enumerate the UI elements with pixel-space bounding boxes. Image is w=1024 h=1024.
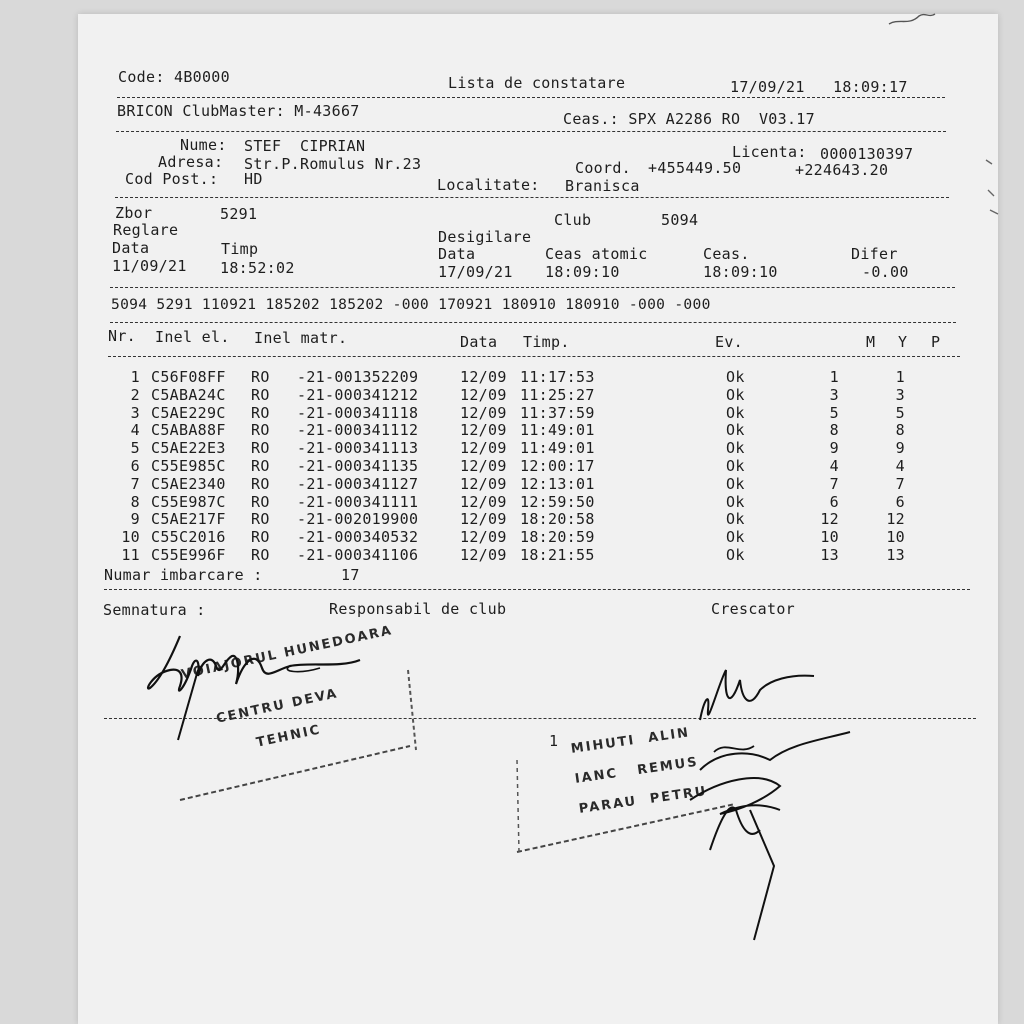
cell-country: RO — [251, 546, 270, 564]
cell-matr: -21-000340532 — [297, 528, 419, 547]
owner-name: STEF CIPRIAN — [244, 137, 366, 155]
cell-y: 9 — [895, 439, 905, 458]
cell-m: 13 — [820, 546, 839, 564]
divider — [110, 287, 955, 288]
cell-time: 12:59:50 — [520, 492, 595, 511]
cell-ev: Ok — [726, 510, 745, 529]
cell-el: C5AE2340 — [151, 474, 226, 493]
document-title: Lista de constatare — [448, 74, 626, 92]
cell-matr: -21-001352209 — [297, 368, 419, 386]
cell-matr: -21-000341111 — [297, 492, 419, 511]
cell-time: 12:00:17 — [520, 457, 595, 475]
cell-date: 12/09 — [460, 546, 507, 564]
cell-ev: Ok — [726, 439, 745, 458]
col-p: P — [931, 333, 941, 351]
table-row — [0, 404, 1024, 422]
semnatura-label: Semnatura : — [103, 601, 206, 619]
col-inel-matr: Inel matr. — [254, 329, 348, 347]
cell-country: RO — [251, 492, 270, 511]
cell-matr: -21-000341212 — [297, 385, 419, 404]
cell-date: 12/09 — [460, 474, 507, 493]
difer-value: -0.00 — [862, 263, 909, 281]
cell-ev: Ok — [726, 368, 745, 386]
pen-mark — [885, 8, 945, 38]
cell-m: 12 — [820, 510, 839, 529]
cell-matr: -21-002019900 — [297, 510, 419, 529]
col-m: M — [866, 333, 876, 351]
table-row — [0, 368, 1024, 386]
difer-label: Difer — [851, 245, 898, 263]
cell-nr: 2 — [130, 385, 140, 404]
table-row — [0, 386, 1024, 404]
cell-m: 7 — [829, 474, 839, 493]
cell-ev: Ok — [726, 528, 745, 547]
cell-nr: 6 — [130, 457, 140, 475]
cell-country: RO — [251, 439, 270, 458]
stamp-left-line3: TEHNIC — [255, 722, 323, 751]
cell-country: RO — [251, 457, 270, 475]
col-timp: Timp. — [523, 333, 570, 351]
cell-el: C5ABA24C — [151, 385, 226, 404]
cell-nr: 9 — [130, 510, 140, 529]
cell-date: 12/09 — [460, 368, 507, 386]
divider — [104, 589, 970, 590]
reglare-data-label: Data — [112, 239, 150, 257]
cell-y: 4 — [895, 457, 905, 475]
cell-m: 8 — [829, 421, 839, 440]
address-label: Adresa: — [158, 153, 224, 171]
divider — [110, 322, 956, 323]
cell-nr: 5 — [130, 439, 140, 458]
summary-code-line: 5094 5291 110921 185202 185202 -000 170921 180910 180910 -000 -000 — [111, 296, 711, 313]
cell-time: 11:37:59 — [520, 403, 595, 422]
cell-y: 5 — [895, 403, 905, 422]
coord-longitude: +224643.20 — [795, 161, 889, 179]
cell-date: 12/09 — [460, 385, 507, 404]
cell-y: 1 — [895, 368, 905, 386]
responsabil-label: Responsabil de club — [329, 600, 507, 618]
col-nr: Nr. — [108, 327, 136, 345]
cell-m: 10 — [820, 528, 839, 547]
table-row — [0, 493, 1024, 511]
cell-time: 11:49:01 — [520, 439, 595, 458]
owner-address: Str.P.Romulus Nr.23 — [244, 155, 422, 173]
cell-nr: 8 — [130, 492, 140, 511]
coord-label: Coord. — [575, 159, 631, 177]
coord-latitude: +455449.50 — [648, 159, 742, 177]
cell-date: 12/09 — [460, 510, 507, 529]
cell-el: C55E985C — [151, 457, 226, 475]
license-number: 0000130397 — [820, 145, 914, 163]
cell-m: 6 — [829, 492, 839, 511]
cell-matr: -21-000341135 — [297, 457, 419, 475]
reglare-label: Reglare — [113, 221, 179, 239]
reglare-time: 18:52:02 — [220, 259, 295, 277]
stamp-right-line1: MIHUTI ALIN — [570, 725, 691, 757]
owner-postal: HD — [244, 170, 263, 188]
cell-date: 12/09 — [460, 403, 507, 422]
cell-country: RO — [251, 474, 270, 493]
desigilare-label: Desigilare — [438, 228, 532, 246]
ceas-atomic-value: 18:09:10 — [545, 263, 620, 281]
cell-nr: 1 — [130, 368, 140, 386]
cell-time: 18:20:59 — [520, 528, 595, 547]
divider — [108, 356, 960, 357]
cell-m: 4 — [829, 457, 839, 475]
cell-time: 18:21:55 — [520, 546, 595, 564]
cell-time: 11:49:01 — [520, 421, 595, 440]
locality-label: Localitate: — [437, 176, 540, 194]
stamp-left-line1: VOIAJORUL HUNEDOARA — [180, 623, 395, 683]
cell-el: C55E987C — [151, 492, 226, 511]
cell-country: RO — [251, 510, 270, 529]
table-row — [0, 439, 1024, 457]
cell-date: 12/09 — [460, 439, 507, 458]
signature-responsabil — [140, 630, 380, 750]
divider — [117, 97, 945, 98]
cell-country: RO — [251, 421, 270, 440]
reglare-date: 11/09/21 — [112, 257, 187, 275]
cell-el: C5AE229C — [151, 403, 226, 422]
cell-y: 8 — [895, 421, 905, 440]
cell-el: C55C2016 — [151, 528, 226, 547]
club-label: Club — [554, 211, 592, 229]
table-row — [0, 510, 1024, 528]
cell-matr: -21-000341112 — [297, 421, 419, 440]
cell-y: 10 — [886, 528, 905, 547]
header-date: 17/09/21 — [730, 78, 805, 96]
divider — [116, 131, 946, 132]
cell-el: C5ABA88F — [151, 421, 226, 440]
stamp-left-line2: CENTRU DEVA — [215, 686, 340, 727]
club-value: 5094 — [661, 211, 699, 229]
cell-nr: 11 — [121, 546, 140, 564]
embarkation-value: 17 — [341, 566, 360, 584]
stamp-right-line2: IANC REMUS — [574, 754, 700, 787]
cell-el: C5AE22E3 — [151, 439, 226, 458]
stamp-right-line3: PARAU PETRU — [578, 783, 709, 817]
table-row — [0, 475, 1024, 493]
header-time: 18:09:17 — [833, 78, 908, 96]
clubmaster-id: BRICON ClubMaster: M-43667 — [117, 102, 360, 120]
cell-time: 12:13:01 — [520, 474, 595, 493]
table-row — [0, 546, 1024, 564]
col-data: Data — [460, 333, 498, 351]
cell-matr: -21-000341127 — [297, 474, 419, 493]
cell-m: 5 — [829, 403, 839, 422]
col-y: Y — [898, 333, 908, 351]
document-code: Code: 4B0000 — [118, 68, 230, 86]
cell-country: RO — [251, 403, 270, 422]
ceas-atomic-label: Ceas atomic — [545, 245, 648, 263]
clock-id: Ceas.: SPX A2286 RO V03.17 — [563, 110, 815, 128]
cell-date: 12/09 — [460, 492, 507, 511]
cell-ev: Ok — [726, 546, 745, 564]
cell-m: 9 — [829, 439, 839, 458]
name-label: Nume: — [180, 136, 227, 154]
cell-el: C55E996F — [151, 546, 226, 564]
cell-time: 18:20:58 — [520, 510, 595, 529]
cell-nr: 7 — [130, 474, 140, 493]
table-row — [0, 528, 1024, 546]
cell-matr: -21-000341113 — [297, 439, 419, 458]
cell-y: 3 — [895, 385, 905, 404]
cell-el: C56F08FF — [151, 368, 226, 386]
cell-y: 7 — [895, 474, 905, 493]
postal-label: Cod Post.: — [125, 170, 219, 188]
cell-ev: Ok — [726, 457, 745, 475]
cell-country: RO — [251, 385, 270, 404]
desigilare-date: 17/09/21 — [438, 263, 513, 281]
desigilare-data-label: Data — [438, 245, 476, 263]
cell-matr: -21-000341118 — [297, 403, 419, 422]
cell-nr: 10 — [121, 528, 140, 547]
reglare-timp-label: Timp — [221, 240, 259, 258]
zbor-value: 5291 — [220, 205, 258, 223]
cell-country: RO — [251, 368, 270, 386]
pen-mark — [980, 150, 1010, 230]
stamp-right-number: 1 — [549, 732, 559, 750]
cell-date: 12/09 — [460, 528, 507, 547]
cell-y: 13 — [886, 546, 905, 564]
cell-ev: Ok — [726, 474, 745, 493]
cell-y: 12 — [886, 510, 905, 529]
col-ev: Ev. — [715, 333, 743, 351]
cell-el: C5AE217F — [151, 510, 226, 529]
cell-nr: 3 — [130, 403, 140, 422]
table-row — [0, 421, 1024, 439]
owner-locality: Branisca — [565, 177, 640, 195]
cell-ev: Ok — [726, 492, 745, 511]
cell-nr: 4 — [130, 421, 140, 440]
zbor-label: Zbor — [115, 204, 153, 222]
cell-ev: Ok — [726, 403, 745, 422]
cell-time: 11:25:27 — [520, 385, 595, 404]
cell-country: RO — [251, 528, 270, 547]
ceas-label: Ceas. — [703, 245, 750, 263]
col-inel-el: Inel el. — [155, 328, 230, 346]
cell-date: 12/09 — [460, 457, 507, 475]
cell-ev: Ok — [726, 421, 745, 440]
cell-matr: -21-000341106 — [297, 546, 419, 564]
divider — [115, 197, 949, 198]
signature-crescator — [680, 660, 880, 950]
crescator-label: Crescator — [711, 600, 795, 618]
cell-time: 11:17:53 — [520, 368, 595, 386]
cell-date: 12/09 — [460, 421, 507, 440]
cell-y: 6 — [895, 492, 905, 511]
cell-ev: Ok — [726, 385, 745, 404]
cell-m: 3 — [829, 385, 839, 404]
license-label: Licenta: — [732, 143, 807, 161]
embarkation-label: Numar imbarcare : — [104, 566, 263, 584]
table-row — [0, 457, 1024, 475]
cell-m: 1 — [829, 368, 839, 386]
ceas-value: 18:09:10 — [703, 263, 778, 281]
